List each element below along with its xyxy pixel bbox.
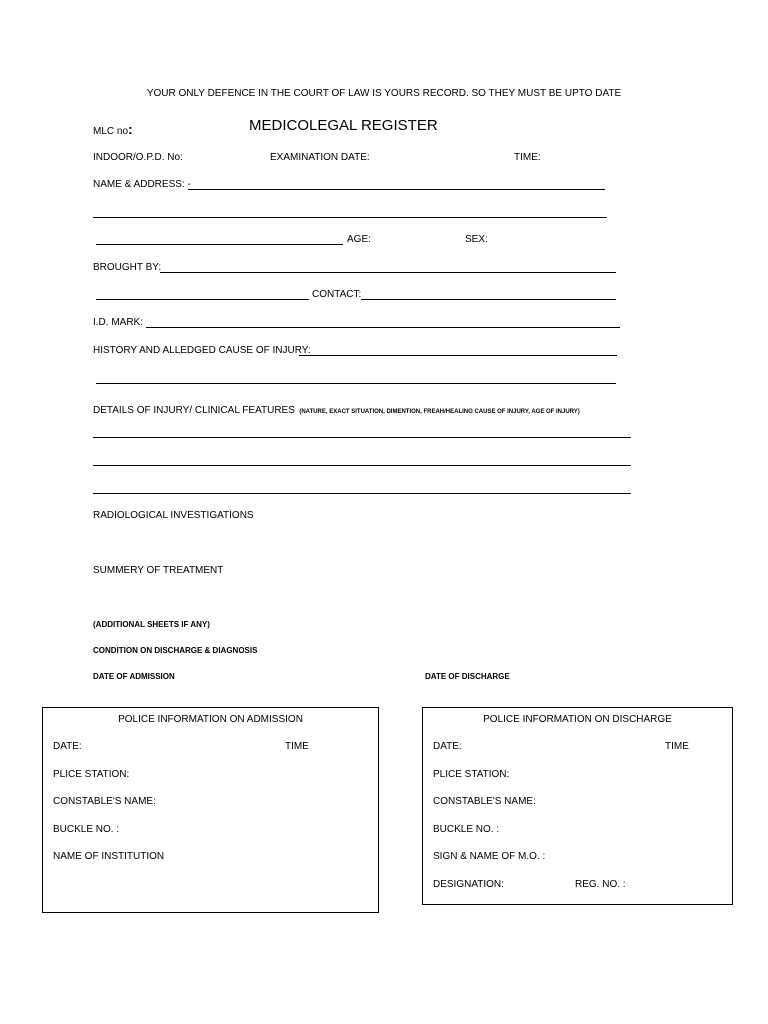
details-heading bbox=[93, 400, 580, 418]
page-title: MEDICOLEGAL REGISTER bbox=[249, 117, 438, 134]
discharge-sign-label: SIGN & NAME OF M.O. : bbox=[433, 851, 546, 862]
address-line-3[interactable] bbox=[96, 244, 343, 245]
details-label: DETAILS OF INJURY/ CLINICAL FEATURES bbox=[93, 405, 295, 416]
admission-box-heading: POLICE INFORMATION ON ADMISSION bbox=[118, 714, 303, 725]
radiological-label: RADIOLOGICAL INVESTIGATIONS bbox=[93, 510, 254, 521]
admission-station-label: PLICE STATION: bbox=[53, 769, 130, 780]
discharge-box-heading: POLICE INFORMATION ON DISCHARGE bbox=[483, 714, 672, 725]
examination-date-label: EXAMINATION DATE: bbox=[270, 152, 370, 163]
brought-by-label: BROUGHT BY: bbox=[93, 262, 162, 273]
details-note: (NATURE, EXACT SITUATION, DIMENTION, FREAH/HEALING CAUSE OF INJURY, AGE OF INJURY) bbox=[299, 409, 580, 415]
additional-sheets-note: (ADDITIONAL SHEETS IF ANY) bbox=[93, 620, 210, 629]
mlc-label-text: MLC no bbox=[93, 126, 129, 137]
discharge-station-label: PLICE STATION: bbox=[433, 769, 510, 780]
name-address-label: NAME & ADDRESS: - bbox=[93, 179, 191, 190]
discharge-date-label: DATE: bbox=[433, 741, 462, 752]
indoor-opd-label: INDOOR/O.P.D. No: bbox=[93, 152, 183, 163]
discharge-designation-label: DESIGNATION: bbox=[433, 879, 504, 890]
brought-by-line-2[interactable] bbox=[96, 299, 309, 300]
address-line-2[interactable] bbox=[93, 217, 607, 218]
contact-line[interactable] bbox=[361, 299, 616, 300]
name-address-line[interactable] bbox=[188, 189, 605, 190]
id-mark-label: I.D. MARK: bbox=[93, 317, 144, 328]
discharge-reg-no-label: REG. NO. : bbox=[575, 879, 626, 890]
history-line-2[interactable] bbox=[96, 383, 616, 384]
condition-label: CONDITION ON DISCHARGE & DIAGNOSIS bbox=[93, 646, 258, 655]
contact-label: CONTACT: bbox=[312, 289, 362, 300]
age-label: AGE: bbox=[347, 234, 371, 245]
mlc-label bbox=[93, 121, 133, 137]
police-admission-box bbox=[42, 707, 379, 913]
admission-buckle-label: BUCKLE NO. : bbox=[53, 824, 120, 835]
summary-label: SUMMERY OF TREATMENT bbox=[93, 565, 224, 576]
date-discharge-label: DATE OF DISCHARGE bbox=[425, 672, 510, 681]
discharge-constable-label: CONSTABLE'S NAME: bbox=[433, 796, 536, 807]
admission-date-label: DATE: bbox=[53, 741, 82, 752]
admission-time-label: TIME bbox=[285, 741, 309, 752]
mlc-colon: : bbox=[128, 121, 133, 137]
police-discharge-box bbox=[422, 707, 733, 905]
history-label: HISTORY AND ALLEDGED CAUSE OF INJURY: bbox=[93, 345, 311, 356]
details-line-3[interactable] bbox=[93, 493, 631, 494]
sex-label: SEX: bbox=[465, 234, 488, 245]
history-line[interactable] bbox=[299, 355, 617, 356]
date-admission-label: DATE OF ADMISSION bbox=[93, 672, 175, 681]
details-line-2[interactable] bbox=[93, 465, 631, 466]
admission-constable-label: CONSTABLE'S NAME: bbox=[53, 796, 156, 807]
discharge-buckle-label: BUCKLE NO. : bbox=[433, 824, 500, 835]
admission-institution-label: NAME OF INSTITUTION bbox=[53, 851, 165, 862]
brought-by-line[interactable] bbox=[160, 272, 616, 273]
details-line-1[interactable] bbox=[93, 437, 631, 438]
id-mark-line[interactable] bbox=[146, 327, 620, 328]
time-label: TIME: bbox=[514, 152, 541, 163]
discharge-time-label: TIME bbox=[665, 741, 689, 752]
header-note: YOUR ONLY DEFENCE IN THE COURT OF LAW IS YOURS RECORD. SO THEY MUST BE UPTO DATE bbox=[146, 88, 622, 99]
